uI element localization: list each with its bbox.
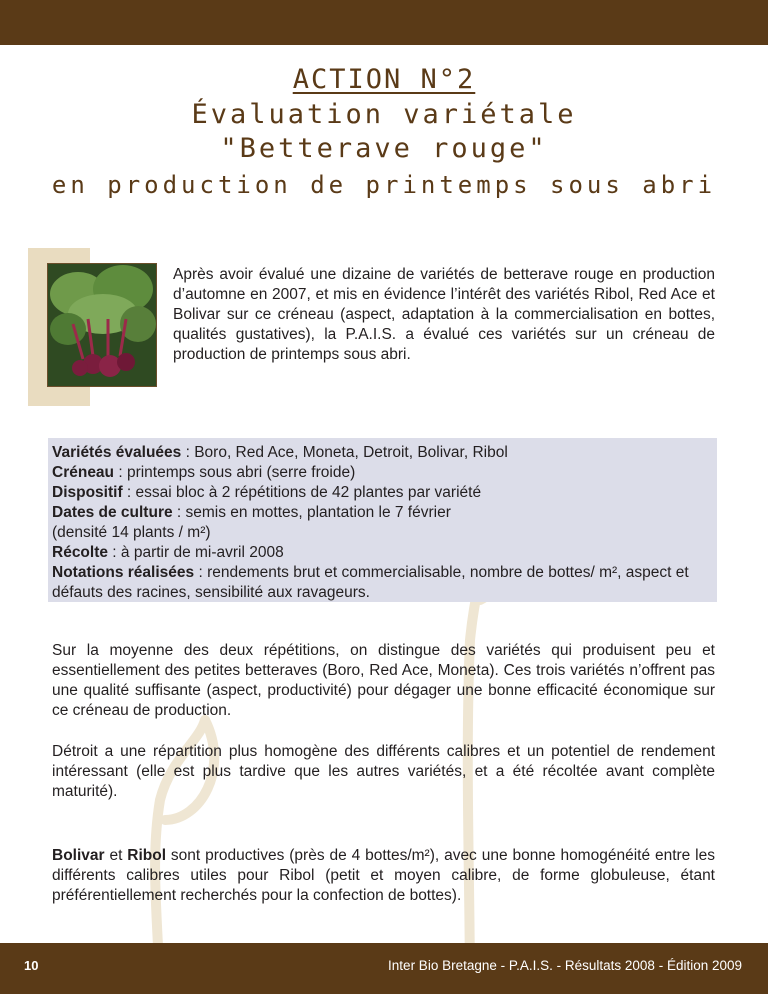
summary-line-densite: (densité 14 plants / m²) [52, 524, 211, 541]
paragraph-results-low: Sur la moyenne des deux répétitions, on distingue des variétés qui produisent peu et essentiellement des petites betteraves (Boro, Red Ace, Moneta). Ces trois variétés n’offrent pas une qualité suffisante (aspect, productivité) pour dégager une bonne efficacité économique sur ce créneau de production. [52, 642, 715, 719]
title-block [0, 62, 768, 204]
beetroot-photo [47, 263, 157, 387]
intro-paragraph: Après avoir évalué une dizaine de variétés de betterave rouge en production d’automne en 2007, et mis en évidence l’intérêt des variétés Ribol, Red Ace et Bolivar sur ce créneau (aspect, adaptation à la commercialisation en bottes, qualités gustatives), la P.A.I.S. a évalué ces variétés sur un créneau de production de printemps sous abri. [173, 266, 715, 363]
title-evaluation: Évaluation variétale [191, 99, 577, 130]
page-number: 10 [24, 958, 39, 973]
summary-line-dispositif: Dispositif : essai bloc à 2 répétitions de 42 plantes par variété [52, 484, 482, 501]
header-bar [0, 0, 768, 45]
footer-text: Inter Bio Bretagne - P.A.I.S. - Résultats 2008 - Édition 2009 [388, 958, 742, 973]
title-crop: "Betterave rouge" [220, 133, 548, 164]
summary-text [52, 443, 720, 603]
action-title: ACTION N°2 [292, 64, 476, 95]
summary-line-recolte: Récolte : à partir de mi-avril 2008 [52, 544, 284, 561]
title-subtitle: en production de printemps sous abri [51, 171, 717, 199]
paragraph-bolivar-ribol: Bolivar et Ribol sont productives (près de 4 bottes/m²), avec une bonne homogénéité entre les différents calibres utiles pour Ribol (petit et moyen calibre, de forme globuleuse, étant préférentiellement recherchés pour la confection de bottes). [52, 847, 715, 904]
summary-line-notations: Notations réalisées : rendements brut et commercialisable, nombre de bottes/ m², aspect et défauts des racines, sensibilité aux ravageurs. [52, 564, 689, 601]
paragraph-detroit: Détroit a une répartition plus homogène des différents calibres et un potentiel de rendement intéressant (elle est plus tardive que les autres variétés, et a été récoltée avant complète maturité). [52, 743, 715, 800]
summary-line-creneau: Créneau : printemps sous abri (serre froide) [52, 464, 356, 481]
summary-line-dates: Dates de culture : semis en mottes, plantation le 7 février [52, 504, 451, 521]
summary-line-varietes: Variétés évaluées : Boro, Red Ace, Moneta, Detroit, Bolivar, Ribol [52, 444, 508, 461]
